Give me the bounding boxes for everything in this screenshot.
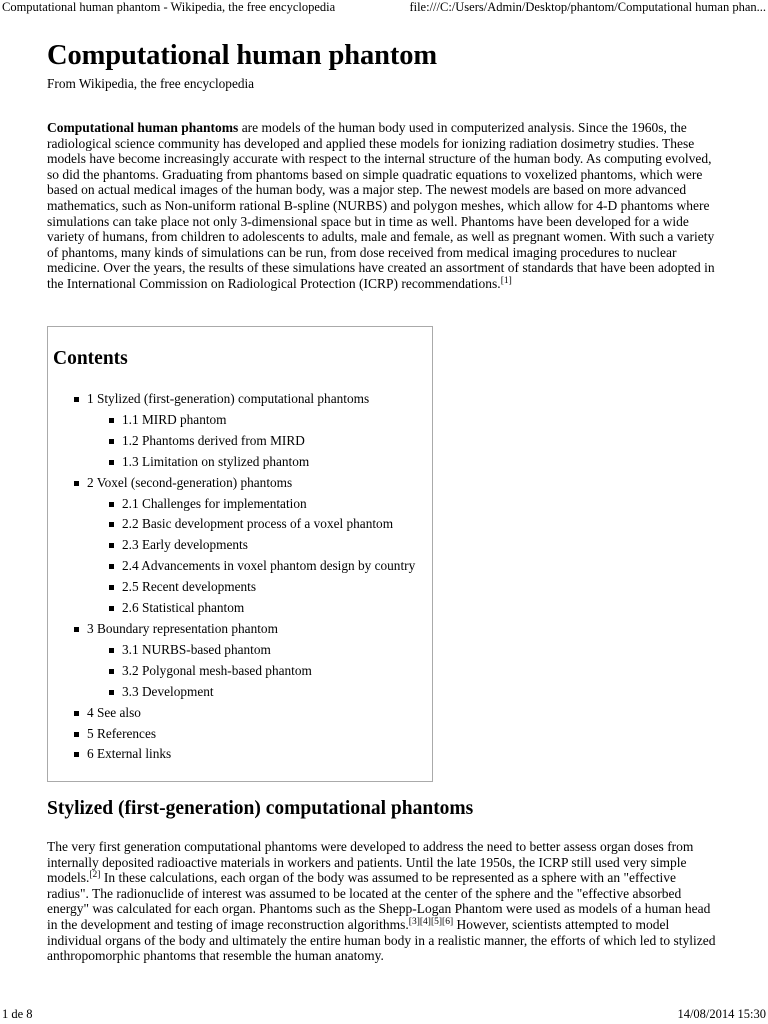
toc-link[interactable]: 2.1 Challenges for implementation — [122, 495, 307, 511]
page-title: Computational human phantom — [47, 40, 438, 71]
section-text: However, scientists attempted to model individual organs of the body and ultimately the entire human body in a realistic manner, the efforts of which led to stylized anthropomorphic phantoms that resemble the human anatomy. — [47, 916, 716, 964]
table-of-contents — [47, 326, 433, 782]
toc-link[interactable]: 2.5 Recent developments — [122, 579, 257, 595]
toc-link[interactable]: 2.3 Early developments — [122, 537, 248, 553]
print-footer — [0, 1007, 768, 1023]
page-number: 1 de 8 — [2, 1007, 33, 1021]
toc-link[interactable]: 3 Boundary representation phantom — [87, 620, 278, 636]
toc-subitem[interactable] — [109, 494, 429, 515]
toc-subitem[interactable] — [109, 431, 429, 452]
section-paragraph — [47, 839, 719, 964]
print-header-title: Computational human phantom - Wikipedia, the free encyclopedia — [2, 0, 336, 14]
toc-subitem[interactable] — [109, 452, 429, 473]
section-text: In these calculations, each organ of the body was assumed to be represented as a sphere with an "effective radius". The radionuclide of interest was assumed to be located at the center of the sphere and the "effective absorbed energy" was calculated for each organ. Phantoms such as the Shepp-Logan Phantom were used as models of a human head in the development and testing of image reconstruction algorithms. — [47, 870, 711, 932]
toc-subitem[interactable] — [109, 661, 429, 682]
toc-link[interactable]: 4 See also — [87, 704, 141, 720]
page-subtitle: From Wikipedia, the free encyclopedia — [47, 76, 255, 91]
toc-link[interactable]: 2.4 Advancements in voxel phantom design by country — [122, 558, 416, 574]
toc-link[interactable]: 1.1 MIRD phantom — [122, 411, 227, 427]
toc-item[interactable] — [74, 724, 429, 745]
toc-subitem[interactable] — [109, 577, 429, 598]
toc-link[interactable]: 2.6 Statistical phantom — [122, 600, 245, 616]
toc-link[interactable]: 5 References — [87, 725, 157, 741]
section-text: The very first generation computational phantoms were developed to address the need to better assess organ doses from internally deposited radioactive materials in workers and patients. Until the late 1950s, the ICRP still used very simple models. — [47, 839, 694, 886]
toc-item[interactable] — [74, 703, 429, 724]
toc-sublist — [109, 640, 429, 703]
intro-bold-term: Computational human phantoms — [47, 120, 239, 135]
toc-link[interactable]: 1.2 Phantoms derived from MIRD — [122, 432, 305, 448]
toc-link[interactable]: 6 External links — [87, 746, 172, 762]
toc-subitem[interactable] — [109, 640, 429, 661]
toc-link[interactable]: 1 Stylized (first-generation) computational phantoms — [87, 391, 370, 406]
section-heading: Stylized (first-generation) computational phantoms — [47, 798, 474, 819]
reference-link[interactable]: [2] — [89, 870, 101, 881]
toc-link[interactable]: 3.3 Development — [122, 683, 214, 699]
toc-sublist — [109, 410, 429, 473]
print-datetime: 14/08/2014 15:30 — [677, 1007, 766, 1021]
toc-list — [74, 389, 429, 765]
print-header-url: file:///C:/Users/Admin/Desktop/phantom/Computational human phan... — [409, 0, 766, 14]
toc-subitem[interactable] — [109, 410, 429, 431]
toc-item[interactable] — [74, 389, 429, 473]
reference-link[interactable]: [3][4][5][6] — [408, 916, 454, 927]
toc-link[interactable]: 1.3 Limitation on stylized phantom — [122, 453, 310, 469]
reference-link[interactable]: [1] — [500, 275, 512, 286]
toc-link[interactable]: 3.1 NURBS-based phantom — [122, 641, 271, 657]
toc-item[interactable] — [74, 619, 429, 703]
toc-title: Contents — [53, 348, 128, 369]
toc-item[interactable] — [74, 473, 429, 619]
toc-subitem[interactable] — [109, 514, 429, 535]
toc-link[interactable]: 2 Voxel (second-generation) phantoms — [87, 474, 293, 490]
toc-subitem[interactable] — [109, 535, 429, 556]
toc-link[interactable]: 3.2 Polygonal mesh-based phantom — [122, 662, 312, 678]
toc-subitem[interactable] — [109, 598, 429, 619]
toc-link[interactable]: 2.2 Basic development process of a voxel phantom — [122, 516, 394, 532]
intro-text: are models of the human body used in computerized analysis. Since the 1960s, the radiological science community has developed and applied these models for ionizing radiation dosimetry studies. These models have become increasingly accurate with respect to the internal structure of the human body. As computing evolved, so did the phantoms. Graduating from phantoms based on simple quadratic equations to voxelized phantoms, which were based on actual medical images of the human body, was a major step. The newest models are based on more advanced mathematics, such as Non-uniform rational B-spline (NURBS) and polygon meshes, which allow for 4-D phantoms where simulations can take place not only 3-dimensional space but in time as well. Phantoms have been developed for a wide variety of humans, from children to adolescents to adults, male and female, as well as pregnant women. With such a variety of phantoms, many kinds of simulations can be run, from dose received from medical imaging procedures to nuclear medicine. Over the years, the results of these simulations have created an assortment of standards that have been adopted in the International Commission on Radiological Protection (ICRP) recommendations. — [47, 120, 715, 291]
toc-subitem[interactable] — [109, 556, 429, 577]
toc-item[interactable] — [74, 744, 429, 765]
toc-sublist — [109, 494, 429, 619]
print-header — [0, 0, 768, 16]
intro-paragraph — [47, 120, 719, 292]
toc-subitem[interactable] — [109, 682, 429, 703]
